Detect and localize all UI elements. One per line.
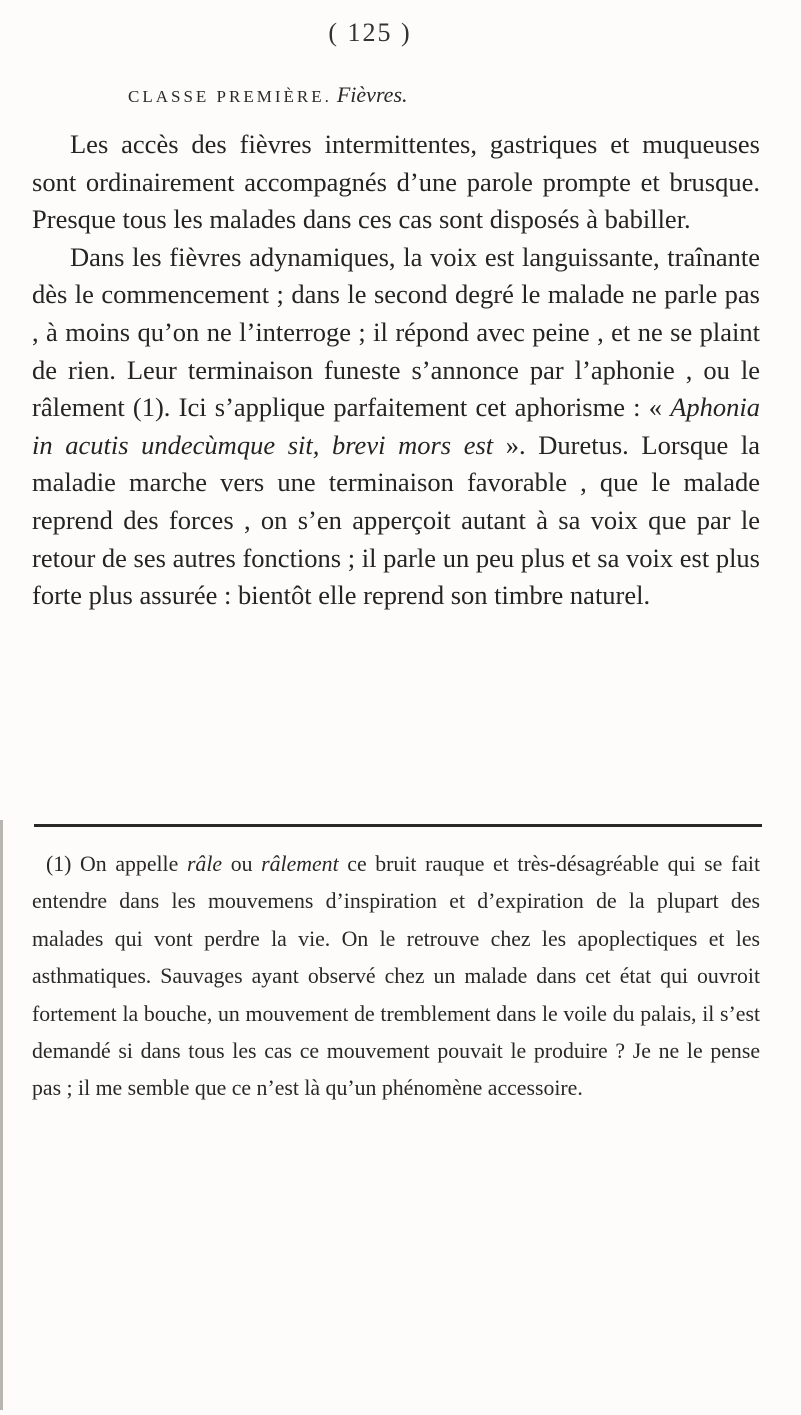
footnote [32,846,760,1108]
footnote-text-c: ce bruit rauque et très-désagréable qui se fait entendre dans les mouvemens d’inspiration et d’expiration de la plupart des malades qui vont perdre la vie. On le retrouve chez les apoplectiques et les asthmatiques. Sauvages ayant observé chez un malade dans cet état qui ouvroit fortement la bouche, un mouvement de tremblement dans le voile du palais, il s’est demandé si dans tous les cas ce mouvement pouvait le produire ? Je ne le pense pas ; il me semble que ce n’est là qu’un phénomène accessoire. [32,852,761,1101]
footnote-text-b: ou [222,852,262,876]
footnote-term-ralement: râlement [261,852,339,876]
main-text [32,126,760,615]
aphorism-quote: Aphonia in acutis undecùmque sit, brevi mors est [32,392,760,460]
running-head-topic: Fièvres. [336,82,408,107]
paragraph-2-text-a: Dans les fièvres adynamiques, la voix est languissante, traînante dès le commencement ; dans le second degré le malade ne parle pas , à moins qu’on ne l’interroge ; il répond avec peine , et ne se plaint de rien. Leur terminaison funeste s’annonce par l’aphonie , ou le râlement (1). Ici s’applique parfaitement cet aphorisme : « [32,241,760,423]
running-head-section: CLASSE PREMIÈRE. [128,87,332,106]
footnote-text-a: (1) On appelle [46,852,187,876]
paragraph-1: Les accès des fièvres intermittentes, gastriques et muqueuses sont ordinairement accompagnés d’une parole prompte et brusque. Presque tous les malades dans ces cas sont disposés à babiller. [32,129,760,235]
footnote-term-rale: râle [186,852,223,876]
page-edge-shadow [0,820,3,1410]
paragraph-2-text-b: ». Duretus. Lorsque la maladie marche vers une terminaison favorable , que le malade reprend des forces , on s’en apperçoit autant à sa voix que par le retour de ses autres fonctions ; il parle un peu plus et sa voix est plus forte plus assurée : bientôt elle reprend son timbre naturel. [32,429,760,611]
footnote-paragraph [32,846,760,1108]
running-head [128,82,408,108]
page-number: ( 125 ) [328,18,412,47]
footnote-separator [34,824,762,827]
paragraph-2 [32,239,760,615]
